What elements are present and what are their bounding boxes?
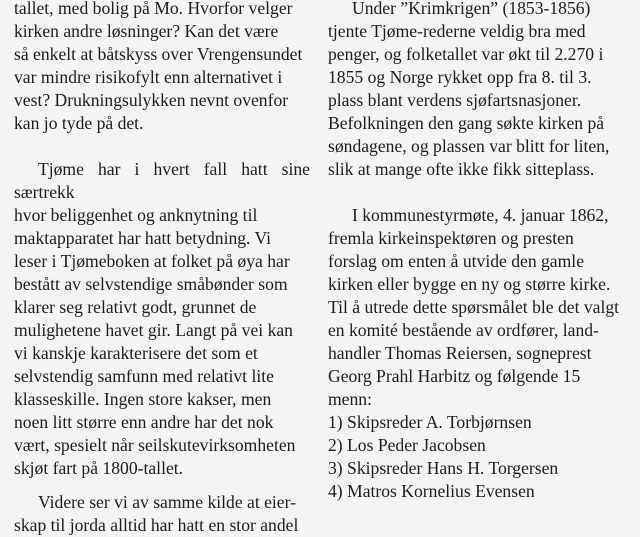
list-item: 2) Los Peder Jacobsen bbox=[328, 435, 486, 455]
text-line: mulighetene havet gir. Langt på vei kan bbox=[14, 320, 293, 340]
text-line: skjøt fart på 1800-tallet. bbox=[14, 458, 184, 478]
paragraph-mo-boat-crossing bbox=[14, 0, 310, 135]
text-line: menn: bbox=[328, 389, 372, 409]
list-item: 4) Matros Kornelius Evensen bbox=[328, 481, 535, 501]
list-item: 1) Skipsreder A. Torbjørnsen bbox=[328, 412, 532, 432]
text-line: klarer seg relativt godt, grunnet de bbox=[14, 297, 257, 317]
text-line: vært, spesielt når seilskutevirksomheten bbox=[14, 435, 296, 455]
text-line: kan jo tyde på det. bbox=[14, 113, 144, 133]
text-line: Under ”Krimkrigen” (1853-1856) bbox=[352, 0, 591, 18]
text-line: slik at mange ofte ikke fikk sitteplass. bbox=[328, 159, 595, 179]
text-line: tallet, med bolig på Mo. Hvorfor velger bbox=[14, 0, 293, 18]
text-line: Til å utrede dette spørsmålet ble det valgt bbox=[328, 297, 620, 317]
committee-member-list bbox=[328, 411, 636, 503]
text-line: vest? Drukningsulykken nevnt ovenfor bbox=[14, 90, 289, 110]
text-line: bestått av selvstendige småbønder som bbox=[14, 274, 288, 294]
text-line: handler Thomas Reiersen, sogneprest bbox=[328, 343, 592, 363]
text-line: Tjøme har i hvert fall hatt sine særtrekk bbox=[14, 159, 310, 202]
text-line: fremla kirkeinspektøren og presten bbox=[328, 228, 574, 248]
text-line: Videre ser vi av samme kilde at eier- bbox=[38, 492, 296, 512]
list-item: 3) Skipsreder Hans H. Torgersen bbox=[328, 458, 559, 478]
paragraph-municipal-meeting bbox=[328, 204, 636, 411]
text-line: forslag om enten å utvide den gamle bbox=[328, 251, 585, 271]
paragraph-crimean-war bbox=[328, 0, 636, 181]
paragraph-land-ownership bbox=[14, 491, 310, 537]
text-line: Georg Prahl Harbitz og følgende 15 bbox=[328, 366, 581, 386]
text-line: plass blant verdens sjøfartsnasjoner. bbox=[328, 90, 582, 110]
paragraph-tjome-characteristics bbox=[14, 158, 310, 480]
text-line: så enkelt at båtskyss over Vrengensundet bbox=[14, 44, 303, 64]
text-line: hvor beliggenhet og anknytning til bbox=[14, 205, 258, 225]
text-line: en komité bestående av ordfører, land- bbox=[328, 320, 599, 340]
text-line: vi kanskje karakterisere det som et bbox=[14, 343, 258, 363]
text-line: maktapparatet har hatt betydning. Vi bbox=[14, 228, 272, 248]
text-line: klasseskille. Ingen store kakser, men bbox=[14, 389, 272, 409]
text-line: søndagene, og plassen var blitt for liten, bbox=[328, 136, 610, 156]
text-line: kirken andre løsninger? Kan det være bbox=[14, 21, 279, 41]
text-line: penger, og folketallet var økt til 2.270 i bbox=[328, 44, 604, 64]
text-line: var mindre risikofylt enn alternativet i bbox=[14, 67, 283, 87]
right-column bbox=[328, 0, 636, 503]
text-line: selvstendig samfunn med relativt lite bbox=[14, 366, 274, 386]
text-line: I kommunestyrmøte, 4. januar 1862, bbox=[352, 205, 609, 225]
text-line: noen litt større enn andre har det nok bbox=[14, 412, 274, 432]
text-line: Befolkningen den gang søkte kirken på bbox=[328, 113, 605, 133]
text-line: tjente Tjøme-rederne veldig bra med bbox=[328, 21, 586, 41]
left-column bbox=[14, 0, 310, 537]
text-line: kirken eller bygge en ny og større kirke. bbox=[328, 274, 611, 294]
text-line: skap til jorda alltid har hatt en stor andel bbox=[14, 515, 299, 535]
text-line: 1855 og Norge rykket opp fra 8. til 3. bbox=[328, 67, 592, 87]
text-line: leser i Tjømeboken at folket på øya har bbox=[14, 251, 290, 271]
